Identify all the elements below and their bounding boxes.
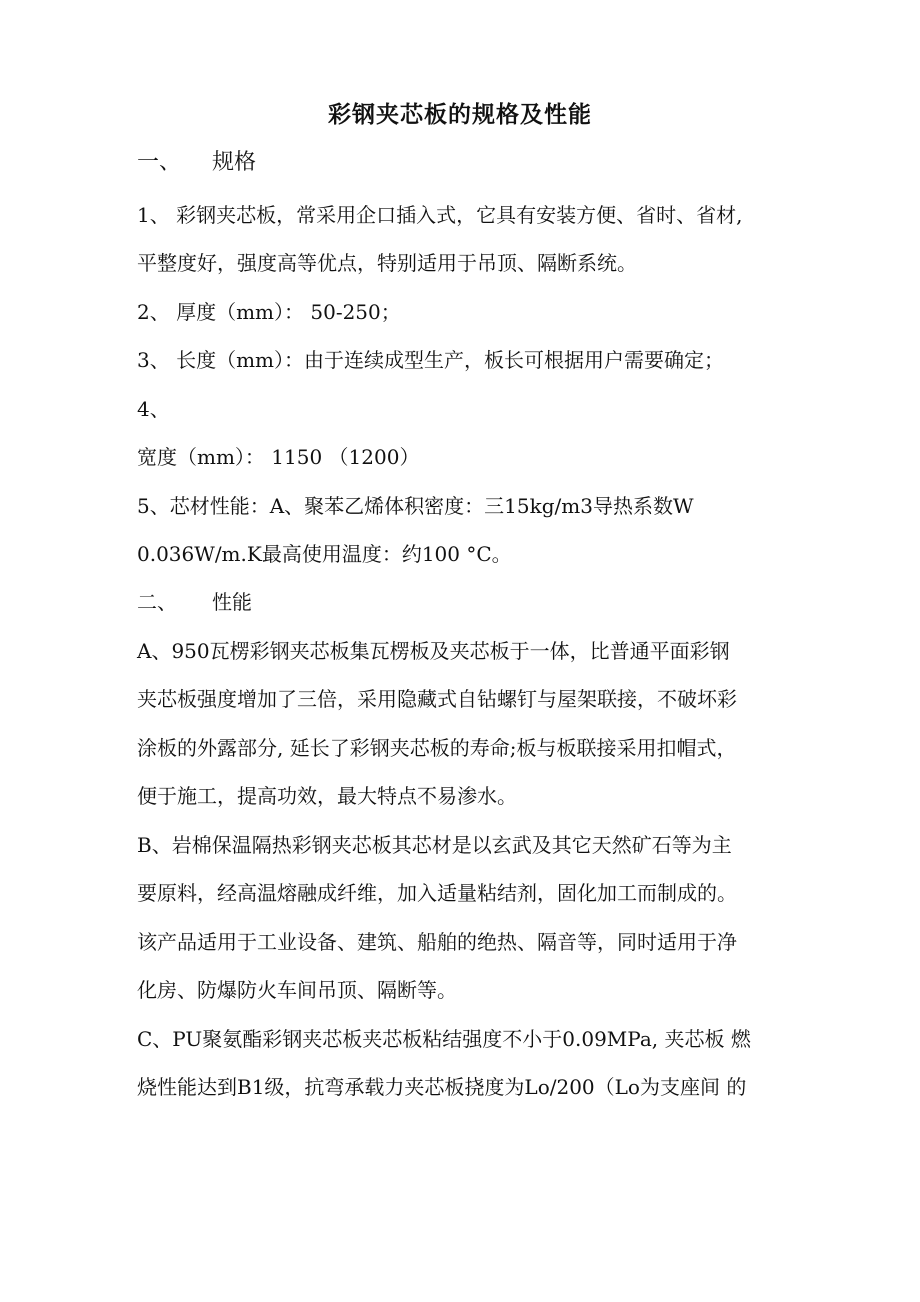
paragraph-line: B、岩棉保温隔热彩钢夹芯板其芯材是以玄武及其它天然矿石等为主 <box>137 833 732 857</box>
paragraph-line: 烧性能达到B1级，抗弯承载力夹芯板挠度为Lo/200（Lo为支座间 的 <box>137 1075 747 1099</box>
section-title: 性能 <box>212 590 252 614</box>
paragraph-line: 1、 彩钢夹芯板，常采用企口插入式，它具有安装方便、省时、省材, <box>137 203 743 227</box>
paragraph-line: 0.036W/m.K最高使用温度：约100 °C。 <box>137 542 512 566</box>
paragraph-line: C、PU聚氨酯彩钢夹芯板夹芯板粘结强度不小于0.09MPa, 夹芯板 燃 <box>137 1027 751 1051</box>
paragraph-line: 5、芯材性能：A、聚苯乙烯体积密度：三15kg/m3导热系数W <box>137 494 694 518</box>
paragraph-line: 便于施工，提高功效，最大特点不易渗水。 <box>137 784 517 808</box>
section-number: 二、 <box>137 590 177 614</box>
section-number: 一、 <box>137 150 182 175</box>
paragraph-line: A、950瓦楞彩钢夹芯板集瓦楞板及夹芯板于一体，比普通平面彩钢 <box>137 639 730 663</box>
section-title: 规格 <box>212 150 257 175</box>
paragraph-line: 3、 长度（mm）：由于连续成型生产，板长可根据用户需要确定； <box>137 348 725 372</box>
document-title: 彩钢夹芯板的规格及性能 <box>328 101 592 128</box>
paragraph-line: 要原料，经高温熔融成纤维，加入适量粘结剂，固化加工而制成的。 <box>137 881 737 905</box>
section-heading-specs <box>137 148 256 178</box>
paragraph-line: 该产品适用于工业设备、建筑、船舶的绝热、隔音等，同时适用于净 <box>137 930 737 954</box>
section-heading-performance <box>137 587 252 617</box>
paragraph-line: 4、 <box>137 397 170 421</box>
paragraph-line: 平整度好，强度高等优点，特别适用于吊顶、隔断系统。 <box>137 251 637 275</box>
paragraph-line: 涂板的外露部分, 延长了彩钢夹芯板的寿命;板与板联接采用扣帽式， <box>137 736 737 760</box>
paragraph-line: 夹芯板强度增加了三倍，采用隐藏式自钻螺钉与屋架联接，不破坏彩 <box>137 687 737 711</box>
paragraph-line: 2、 厚度（mm）： 50-250； <box>137 300 401 324</box>
paragraph-line: 化房、防爆防火车间吊顶、隔断等。 <box>137 978 457 1002</box>
paragraph-line: 宽度（mm）： 1150 （1200） <box>137 445 420 469</box>
